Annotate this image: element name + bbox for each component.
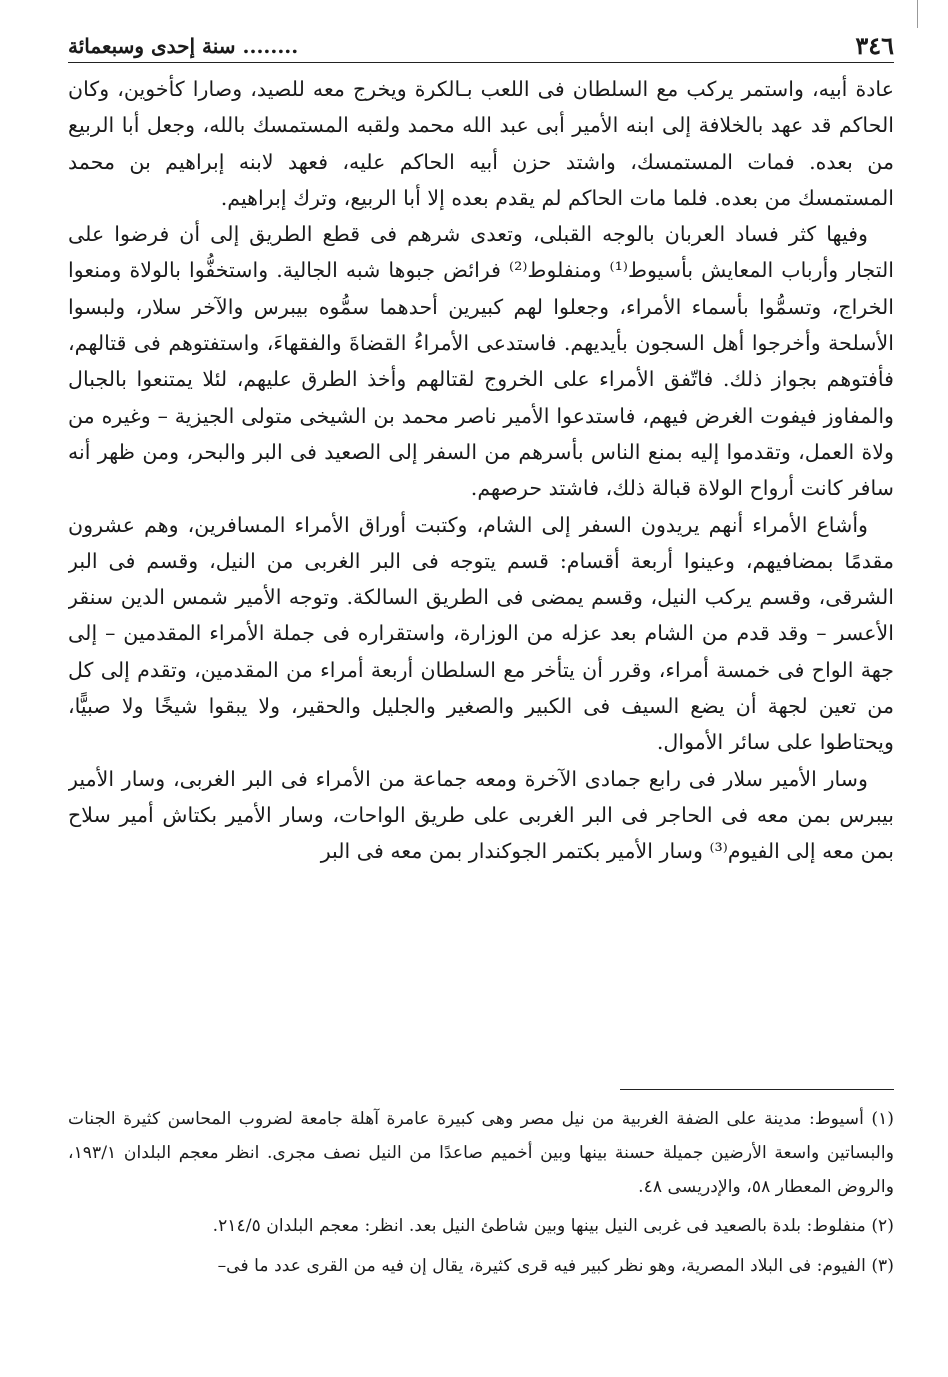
footnote-text: منفلوط: بلدة بالصعيد فى غربى النيل بينها وبين شاطئ النيل بعد. انظر: معجم البلدان ٢١٤/٥. [212,1216,866,1237]
page-number: ٣٤٦ [855,31,894,60]
footnote-text: أسيوط: مدينة على الضفة الغربية من نيل مصر وهى كبيرة عامرة آهلة جامعة لضروب المحاسن كثيرة الجنات والبساتين واسعة الأرضين جميلة حسنة بينها وبين أخميم صاعدًا من النيل نصف مجرى. انظر معجم البلدان ١٩٣/١، والروض المعطار ٥٨، والإدريسى ٤٨. [68,1109,894,1197]
paragraph: عادة أبيه، واستمر يركب مع السلطان فى اللعب بـالكرة ويخرج معه للصيد، وصارا كأخوين، وكان الحاكم قد عهد بالخلافة إلى ابنه الأمير أبى عبد الله محمد ولقبه المستمسك بالله، وجعل أبا الربيع من بعده. فمات المستمسك، واشتد حزن أبيه الحاكم عليه، فعهد لابنه إبراهيم بن محمد المستمسك من بعده. فلما مات الحاكم لم يقدم بعده إلا أبا الربيع، وترك إبراهيم. [68,77,894,210]
running-title: ........ سنة إحدى وسبعمائة [68,34,299,58]
footnote [68,1103,894,1204]
footnote-marker: (١) [871,1109,894,1129]
book-page [68,28,894,1358]
footnote [68,1210,894,1244]
footnote-marker: (٣) [871,1256,894,1277]
page-header [68,28,894,63]
paragraph: وسار الأمير سلار فى رابع جمادى الآخرة ومعه جماعة من الأمراء فى البر الغربى، وسار الأمير بيبرس بمن معه فى الحاجر فى البر الغربى على طريق الواحات، وسار الأمير بكتاش أمير سلاح بمن معه إلى الفيوم⁽³⁾ وسار الأمير بكتمر الجوكندار بمن معه فى البر [68,766,894,864]
paragraph: وأشاع الأمراء أنهم يريدون السفر إلى الشام، وكتبت أوراق الأمراء المسافرين، وهم عشرون مقدمًا بمضافيهم، وعينوا أربعة أقسام: قسم يتوجه فى البر الغربى من النيل، وقسم فى البر الشرقى، وقسم يركب النيل، وقسم يمضى فى الطريق السالكة. وتوجه الأمير شمس الدين سنقر الأعسر – وقد قدم من الشام بعد عزله من الوزارة، واستقراره فى جملة الأمراء المقدمين – إلى جهة الواح فى خمسة أمراء، وقرر أن يتأخر مع السلطان أربعة أمراء من المقدمين، وتقدم إلى كل من تعين لجهة أن يضع السيف فى الكبير والصغير والجليل والحقير، ولا يبقوا شيخًا ولا صبيًّا، ويحتاطوا على سائر الأموال. [68,512,894,755]
footnote-separator [620,1089,894,1090]
paragraph: وفيها كثر فساد العربان بالوجه القبلى، وتعدى شرهم فى قطع الطريق إلى أن فرضوا على التجار وأرباب المعايش بأسيوط⁽¹⁾ ومنفلوط⁽²⁾ فرائض جبوها شبه الجالية. واستخفُّوا بالولاة ومنعوا الخراج، وتسمُّوا بأسماء الأمراء، وجعلوا لهم كبيرين أحدهما سمُّوه بيبرس والآخر سلار، ولبسوا الأسلحة وأخرجوا أهل السجون بأيديهم. فاستدعى الأمراءُ القضاةَ والفقهاءَ، واستفتوهم فى قتالهم، فأفتوهم بجواز ذلك. فاتّفق الأمراء على الخروج لقتالهم وأخذ الطرق عليهم، لئلا يمتنعوا بالجبال والمفاوز فيفوت الغرض فيهم، فاستدعوا الأمير ناصر محمد بن الشيخى متولى الجيزية – وغيره من ولاة العمل، وتقدموا إليه بمنع الناس بأسرهم من السفر إلى الصعيد فى البر والبحر، ومن ظهر أنه سافر كانت أرواح الولاة قبالة ذلك، فاشتد حرصهم. [68,222,894,501]
footnotes [68,1103,894,1290]
footnote-text: الفيوم: فى البلاد المصرية، وهو نظر كبير فيه قرى كثيرة، يقال إن فيه من القرى عدد ما فى– [217,1256,866,1277]
footnote [68,1250,894,1284]
main-text [68,71,894,870]
footnote-marker: (٢) [871,1216,894,1237]
page-edge-mark [917,0,918,28]
